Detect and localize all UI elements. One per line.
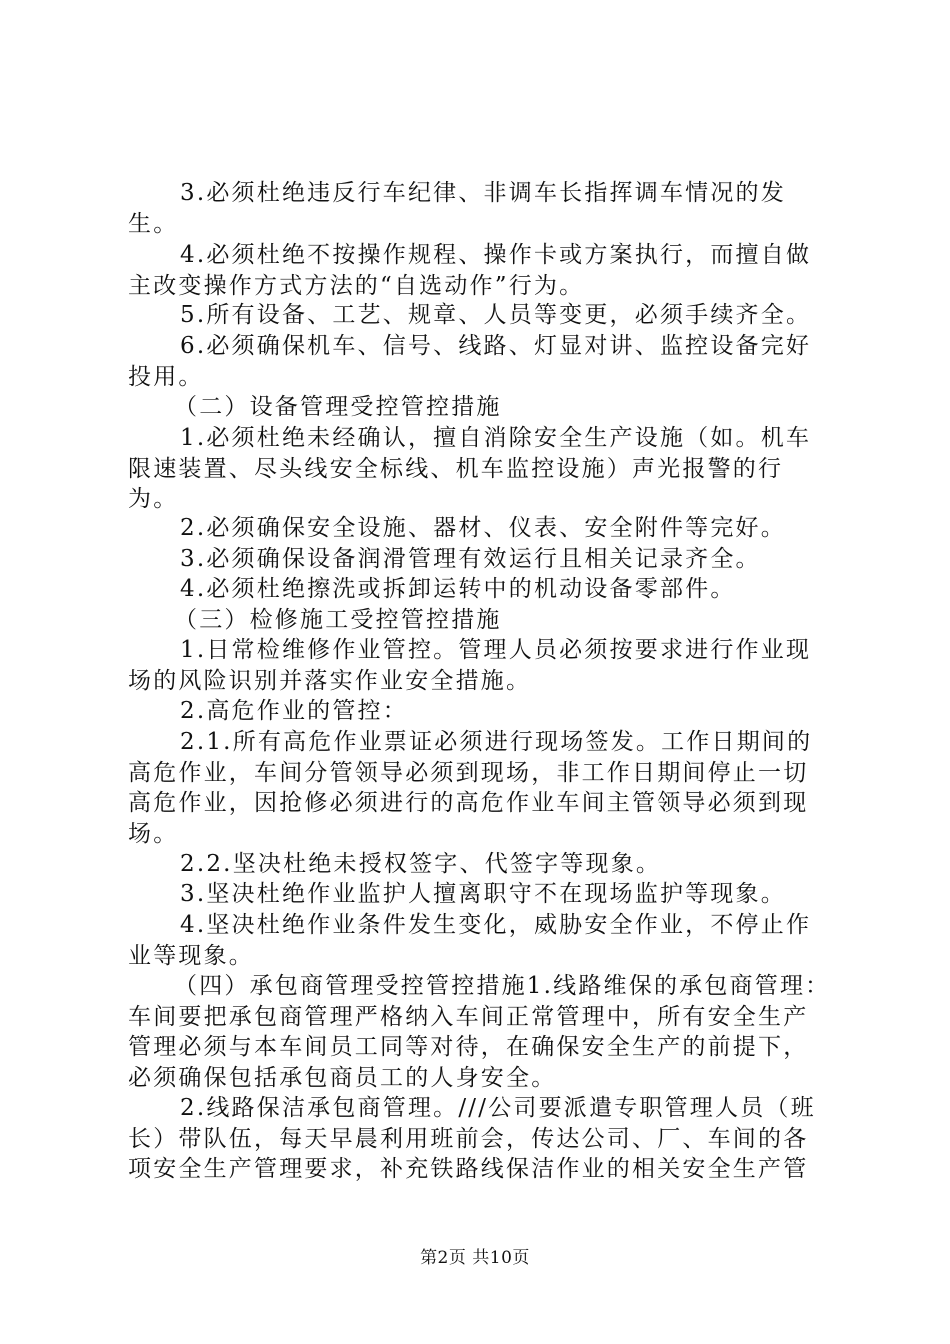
paragraph-maintenance-3: 3.坚决杜绝作业监护人擅离职守不在现场监护等现象。 xyxy=(180,881,786,907)
paragraph-maintenance-2-2: 2.2.坚决杜绝未授权签字、代签字等现象。 xyxy=(180,851,662,877)
paragraph-maintenance-4: 4.坚决杜绝作业条件发生变化，威胁安全作业，不停止作业等现象。 xyxy=(128,912,812,969)
paragraph-equipment-1: 1.必须杜绝未经确认，擅自消除安全生产设施（如。机车限速装置、尽头线安全标线、机车监控设施）声光报警的行为。 xyxy=(128,425,812,512)
paragraph-rule-4: 4.必须杜绝不按操作规程、操作卡或方案执行，而擅自做主改变操作方式方法的“自选动作”行为。 xyxy=(128,242,812,299)
section-heading-contractor: （四）承包商管理受控管控措施1.线路维保的承包商管理：车间要把承包商管理严格纳入车间正常管理中，所有安全生产管理必须与本车间员工同等对待，在确保安全生产的前提下，必须确保包括承包商员工的人身安全。 xyxy=(128,973,831,1091)
paragraph-rule-6: 6.必须确保机车、信号、线路、灯显对讲、监控设备完好投用。 xyxy=(128,333,812,390)
paragraph-equipment-4: 4.必须杜绝擦洗或拆卸运转中的机动设备零部件。 xyxy=(180,576,736,602)
paragraph-maintenance-1: 1.日常检维修作业管控。管理人员必须按要求进行作业现场的风险识别并落实作业安全措施。 xyxy=(128,637,812,694)
page-footer: 第2页 共10页 xyxy=(420,1248,530,1268)
paragraph-equipment-3: 3.必须确保设备润滑管理有效运行且相关记录齐全。 xyxy=(180,546,761,572)
paragraph-rule-3: 3.必须杜绝违反行车纪律、非调车长指挥调车情况的发生。 xyxy=(128,180,786,237)
paragraph-maintenance-2: 2.高危作业的管控： xyxy=(180,698,408,724)
section-heading-maintenance: （三）检修施工受控管控措施 xyxy=(174,607,502,633)
paragraph-maintenance-2-1: 2.1.所有高危作业票证必须进行现场签发。工作日期间的高危作业，车间分管领导必须到现场，非工作日期间停止一切高危作业，因抢修必须进行的高危作业车间主管领导必须到现场。 xyxy=(128,729,813,847)
paragraph-contractor-2: 2.线路保洁承包商管理。///公司要派遣专职管理人员（班长）带队伍，每天早晨利用班前会，传达公司、厂、车间的各项安全生产管理要求，补充铁路线保洁作业的相关安全生产管 xyxy=(128,1095,816,1182)
section-heading-equipment: （二）设备管理受控管控措施 xyxy=(174,394,502,420)
paragraph-rule-5: 5.所有设备、工艺、规章、人员等变更，必须手续齐全。 xyxy=(180,302,812,328)
paragraph-equipment-2: 2.必须确保安全设施、器材、仪表、安全附件等完好。 xyxy=(180,515,786,541)
